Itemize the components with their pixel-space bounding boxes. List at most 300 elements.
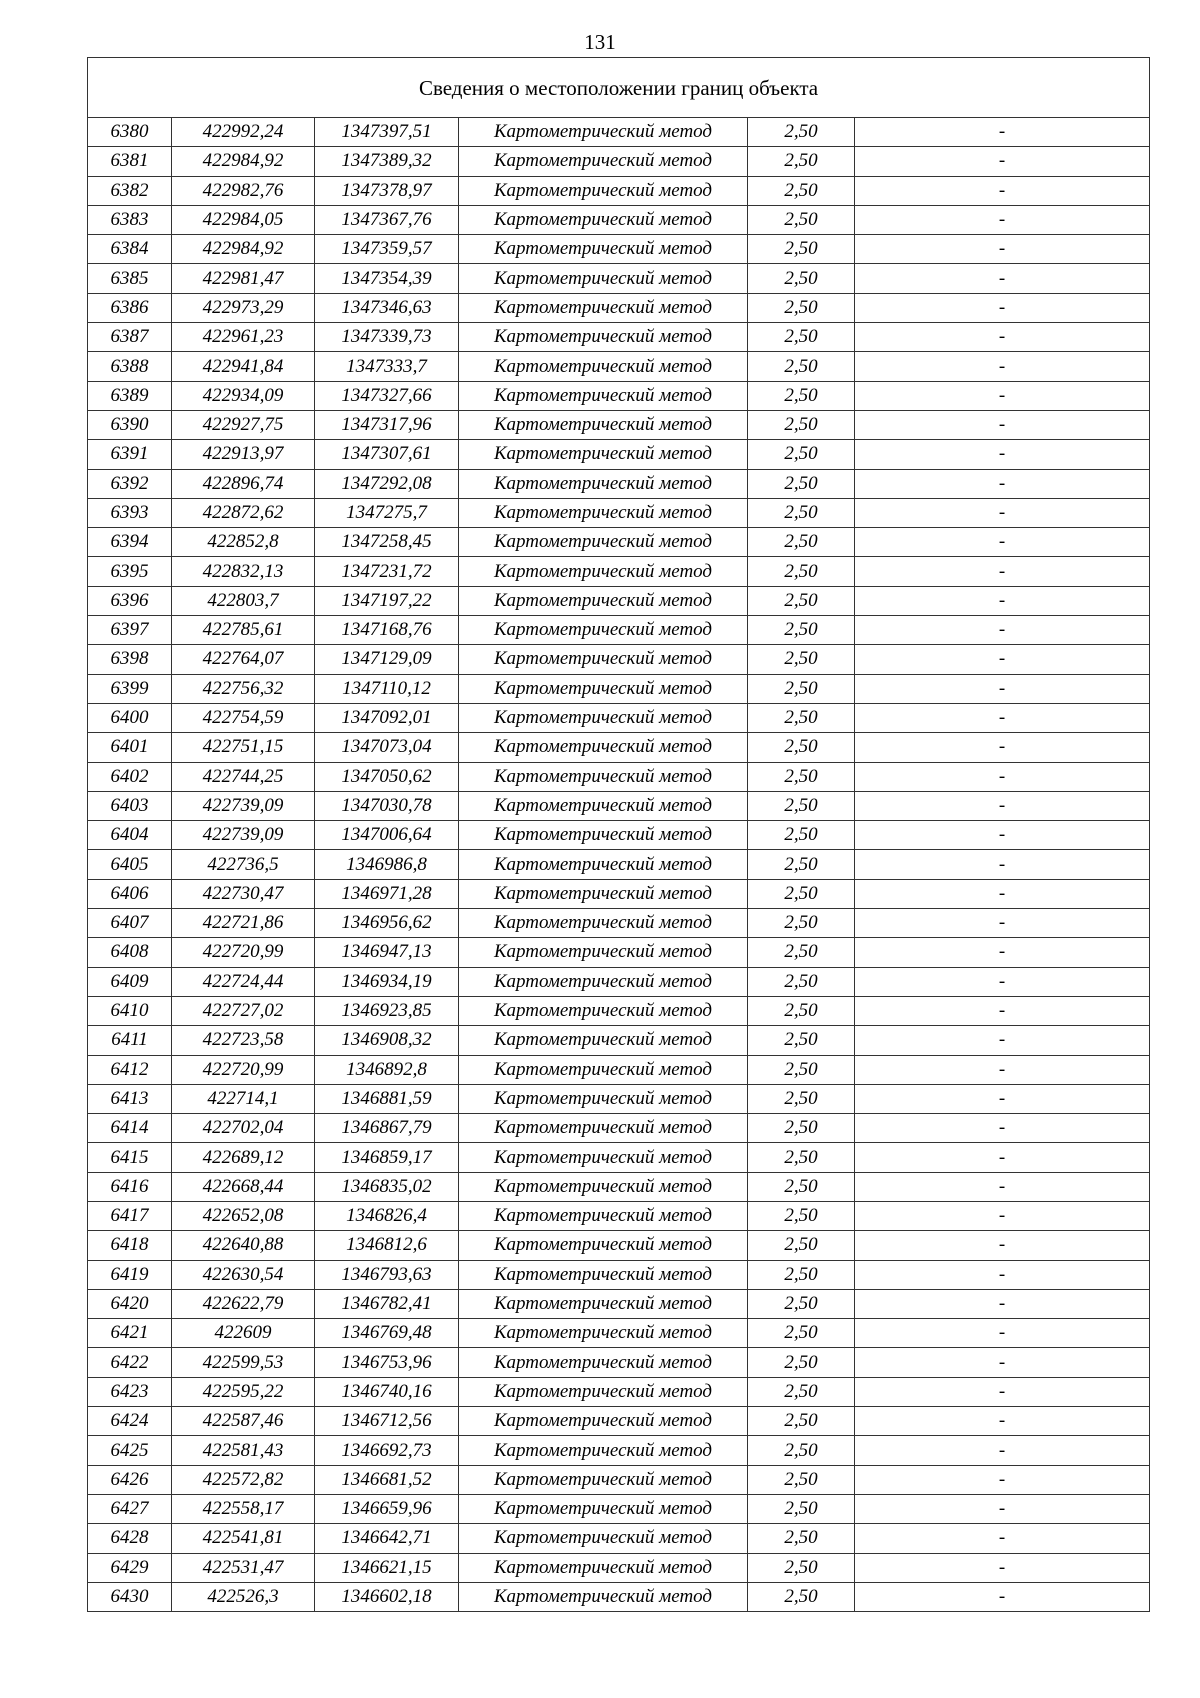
table-row [88,762,1150,791]
method-cell: Картометрический метод [459,498,748,527]
description-cell: - [855,1494,1150,1523]
table-row [88,1407,1150,1436]
x-coordinate-cell: 422721,86 [172,909,315,938]
accuracy-cell: 2,50 [748,440,855,469]
accuracy-cell: 2,50 [748,967,855,996]
x-coordinate-cell: 422668,44 [172,1172,315,1201]
x-coordinate-cell: 422984,92 [172,235,315,264]
method-cell: Картометрический метод [459,821,748,850]
y-coordinate-cell: 1346621,15 [315,1553,459,1582]
table-row [88,1289,1150,1318]
point-number-cell: 6418 [88,1231,172,1260]
table-title: Сведения о местоположении границ объекта [88,58,1150,118]
point-number-cell: 6421 [88,1319,172,1348]
accuracy-cell: 2,50 [748,938,855,967]
x-coordinate-cell: 422531,47 [172,1553,315,1582]
y-coordinate-cell: 1346971,28 [315,879,459,908]
method-cell: Картометрический метод [459,1348,748,1377]
description-cell: - [855,1143,1150,1172]
point-number-cell: 6430 [88,1582,172,1611]
point-number-cell: 6386 [88,293,172,322]
y-coordinate-cell: 1346859,17 [315,1143,459,1172]
table-row [88,1201,1150,1230]
y-coordinate-cell: 1346826,4 [315,1201,459,1230]
table-row [88,176,1150,205]
method-cell: Картометрический метод [459,733,748,762]
description-cell: - [855,1407,1150,1436]
x-coordinate-cell: 422973,29 [172,293,315,322]
y-coordinate-cell: 1347231,72 [315,557,459,586]
method-cell: Картометрический метод [459,1172,748,1201]
description-cell: - [855,1055,1150,1084]
y-coordinate-cell: 1347317,96 [315,410,459,439]
description-cell: - [855,1026,1150,1055]
y-coordinate-cell: 1346956,62 [315,909,459,938]
accuracy-cell: 2,50 [748,1260,855,1289]
method-cell: Картометрический метод [459,1465,748,1494]
x-coordinate-cell: 422622,79 [172,1289,315,1318]
accuracy-cell: 2,50 [748,1377,855,1406]
point-number-cell: 6419 [88,1260,172,1289]
description-cell: - [855,440,1150,469]
method-cell: Картометрический метод [459,440,748,469]
description-cell: - [855,703,1150,732]
description-cell: - [855,528,1150,557]
table-row [88,118,1150,147]
point-number-cell: 6426 [88,1465,172,1494]
description-cell: - [855,1201,1150,1230]
description-cell: - [855,498,1150,527]
method-cell: Картометрический метод [459,1260,748,1289]
x-coordinate-cell: 422984,92 [172,147,315,176]
table-row [88,469,1150,498]
point-number-cell: 6427 [88,1494,172,1523]
description-cell: - [855,1231,1150,1260]
y-coordinate-cell: 1346793,63 [315,1260,459,1289]
y-coordinate-cell: 1347030,78 [315,791,459,820]
method-cell: Картометрический метод [459,235,748,264]
accuracy-cell: 2,50 [748,323,855,352]
accuracy-cell: 2,50 [748,528,855,557]
method-cell: Картометрический метод [459,205,748,234]
point-number-cell: 6428 [88,1524,172,1553]
point-number-cell: 6388 [88,352,172,381]
description-cell: - [855,645,1150,674]
accuracy-cell: 2,50 [748,410,855,439]
description-cell: - [855,1582,1150,1611]
table-title-row [88,58,1150,118]
table-row [88,1524,1150,1553]
accuracy-cell: 2,50 [748,996,855,1025]
accuracy-cell: 2,50 [748,733,855,762]
accuracy-cell: 2,50 [748,1172,855,1201]
method-cell: Картометрический метод [459,147,748,176]
table-row [88,235,1150,264]
point-number-cell: 6411 [88,1026,172,1055]
method-cell: Картометрический метод [459,1319,748,1348]
accuracy-cell: 2,50 [748,1348,855,1377]
description-cell: - [855,1348,1150,1377]
y-coordinate-cell: 1347367,76 [315,205,459,234]
table-row [88,147,1150,176]
accuracy-cell: 2,50 [748,118,855,147]
method-cell: Картометрический метод [459,1436,748,1465]
accuracy-cell: 2,50 [748,791,855,820]
x-coordinate-cell: 422720,99 [172,938,315,967]
table-row [88,938,1150,967]
table-row [88,1465,1150,1494]
table-row [88,323,1150,352]
description-cell: - [855,352,1150,381]
method-cell: Картометрический метод [459,293,748,322]
point-number-cell: 6417 [88,1201,172,1230]
description-cell: - [855,410,1150,439]
accuracy-cell: 2,50 [748,264,855,293]
x-coordinate-cell: 422595,22 [172,1377,315,1406]
x-coordinate-cell: 422764,07 [172,645,315,674]
y-coordinate-cell: 1346892,8 [315,1055,459,1084]
x-coordinate-cell: 422689,12 [172,1143,315,1172]
method-cell: Картометрический метод [459,1026,748,1055]
point-number-cell: 6394 [88,528,172,557]
point-number-cell: 6395 [88,557,172,586]
accuracy-cell: 2,50 [748,147,855,176]
point-number-cell: 6383 [88,205,172,234]
x-coordinate-cell: 422572,82 [172,1465,315,1494]
method-cell: Картометрический метод [459,381,748,410]
y-coordinate-cell: 1347339,73 [315,323,459,352]
table-row [88,1377,1150,1406]
y-coordinate-cell: 1347129,09 [315,645,459,674]
point-number-cell: 6422 [88,1348,172,1377]
method-cell: Картометрический метод [459,703,748,732]
x-coordinate-cell: 422803,7 [172,586,315,615]
y-coordinate-cell: 1346986,8 [315,850,459,879]
table-row [88,1494,1150,1523]
accuracy-cell: 2,50 [748,1494,855,1523]
point-number-cell: 6380 [88,118,172,147]
y-coordinate-cell: 1347327,66 [315,381,459,410]
description-cell: - [855,557,1150,586]
description-cell: - [855,733,1150,762]
method-cell: Картометрический метод [459,352,748,381]
table-row [88,1582,1150,1611]
x-coordinate-cell: 422640,88 [172,1231,315,1260]
y-coordinate-cell: 1346934,19 [315,967,459,996]
y-coordinate-cell: 1347354,39 [315,264,459,293]
y-coordinate-cell: 1347397,51 [315,118,459,147]
accuracy-cell: 2,50 [748,616,855,645]
accuracy-cell: 2,50 [748,1084,855,1113]
y-coordinate-cell: 1346712,56 [315,1407,459,1436]
x-coordinate-cell: 422587,46 [172,1407,315,1436]
table-row [88,586,1150,615]
x-coordinate-cell: 422714,1 [172,1084,315,1113]
x-coordinate-cell: 422599,53 [172,1348,315,1377]
accuracy-cell: 2,50 [748,1524,855,1553]
x-coordinate-cell: 422754,59 [172,703,315,732]
description-cell: - [855,909,1150,938]
y-coordinate-cell: 1346947,13 [315,938,459,967]
y-coordinate-cell: 1347168,76 [315,616,459,645]
y-coordinate-cell: 1346659,96 [315,1494,459,1523]
description-cell: - [855,1172,1150,1201]
description-cell: - [855,1319,1150,1348]
method-cell: Картометрический метод [459,1377,748,1406]
point-number-cell: 6397 [88,616,172,645]
x-coordinate-cell: 422756,32 [172,674,315,703]
boundary-table-container [87,57,1149,1612]
y-coordinate-cell: 1346740,16 [315,1377,459,1406]
description-cell: - [855,821,1150,850]
accuracy-cell: 2,50 [748,1407,855,1436]
method-cell: Картометрический метод [459,1231,748,1260]
x-coordinate-cell: 422981,47 [172,264,315,293]
y-coordinate-cell: 1347006,64 [315,821,459,850]
description-cell: - [855,1084,1150,1113]
method-cell: Картометрический метод [459,264,748,293]
method-cell: Картометрический метод [459,528,748,557]
boundary-coordinates-table [87,57,1150,1612]
x-coordinate-cell: 422723,58 [172,1026,315,1055]
point-number-cell: 6410 [88,996,172,1025]
description-cell: - [855,586,1150,615]
x-coordinate-cell: 422720,99 [172,1055,315,1084]
x-coordinate-cell: 422730,47 [172,879,315,908]
table-row [88,1026,1150,1055]
point-number-cell: 6402 [88,762,172,791]
method-cell: Картометрический метод [459,1553,748,1582]
method-cell: Картометрический метод [459,1524,748,1553]
description-cell: - [855,293,1150,322]
method-cell: Картометрический метод [459,645,748,674]
accuracy-cell: 2,50 [748,1026,855,1055]
method-cell: Картометрический метод [459,1289,748,1318]
x-coordinate-cell: 422724,44 [172,967,315,996]
accuracy-cell: 2,50 [748,1231,855,1260]
method-cell: Картометрический метод [459,1055,748,1084]
description-cell: - [855,1114,1150,1143]
accuracy-cell: 2,50 [748,235,855,264]
table-row [88,1055,1150,1084]
accuracy-cell: 2,50 [748,645,855,674]
x-coordinate-cell: 422832,13 [172,557,315,586]
y-coordinate-cell: 1347275,7 [315,498,459,527]
table-row [88,205,1150,234]
x-coordinate-cell: 422941,84 [172,352,315,381]
table-row [88,1553,1150,1582]
point-number-cell: 6415 [88,1143,172,1172]
description-cell: - [855,1553,1150,1582]
table-row [88,381,1150,410]
description-cell: - [855,1465,1150,1494]
method-cell: Картометрический метод [459,909,748,938]
point-number-cell: 6391 [88,440,172,469]
y-coordinate-cell: 1347092,01 [315,703,459,732]
y-coordinate-cell: 1347346,63 [315,293,459,322]
description-cell: - [855,850,1150,879]
accuracy-cell: 2,50 [748,1465,855,1494]
point-number-cell: 6423 [88,1377,172,1406]
x-coordinate-cell: 422934,09 [172,381,315,410]
y-coordinate-cell: 1346782,41 [315,1289,459,1318]
description-cell: - [855,264,1150,293]
x-coordinate-cell: 422913,97 [172,440,315,469]
x-coordinate-cell: 422581,43 [172,1436,315,1465]
table-row [88,733,1150,762]
x-coordinate-cell: 422739,09 [172,791,315,820]
x-coordinate-cell: 422609 [172,1319,315,1348]
y-coordinate-cell: 1346681,52 [315,1465,459,1494]
accuracy-cell: 2,50 [748,1201,855,1230]
point-number-cell: 6393 [88,498,172,527]
table-row [88,1436,1150,1465]
table-row [88,440,1150,469]
method-cell: Картометрический метод [459,1084,748,1113]
y-coordinate-cell: 1346602,18 [315,1582,459,1611]
accuracy-cell: 2,50 [748,1319,855,1348]
description-cell: - [855,323,1150,352]
point-number-cell: 6399 [88,674,172,703]
point-number-cell: 6413 [88,1084,172,1113]
method-cell: Картометрический метод [459,996,748,1025]
point-number-cell: 6416 [88,1172,172,1201]
x-coordinate-cell: 422630,54 [172,1260,315,1289]
table-row [88,703,1150,732]
x-coordinate-cell: 422702,04 [172,1114,315,1143]
table-row [88,674,1150,703]
description-cell: - [855,1436,1150,1465]
accuracy-cell: 2,50 [748,498,855,527]
description-cell: - [855,1289,1150,1318]
accuracy-cell: 2,50 [748,762,855,791]
accuracy-cell: 2,50 [748,1582,855,1611]
table-row [88,1231,1150,1260]
x-coordinate-cell: 422736,5 [172,850,315,879]
table-row [88,791,1150,820]
accuracy-cell: 2,50 [748,176,855,205]
accuracy-cell: 2,50 [748,469,855,498]
y-coordinate-cell: 1346692,73 [315,1436,459,1465]
accuracy-cell: 2,50 [748,1114,855,1143]
table-row [88,1143,1150,1172]
x-coordinate-cell: 422852,8 [172,528,315,557]
point-number-cell: 6389 [88,381,172,410]
x-coordinate-cell: 422984,05 [172,205,315,234]
description-cell: - [855,879,1150,908]
accuracy-cell: 2,50 [748,1289,855,1318]
x-coordinate-cell: 422992,24 [172,118,315,147]
table-row [88,1114,1150,1143]
method-cell: Картометрический метод [459,1407,748,1436]
accuracy-cell: 2,50 [748,1055,855,1084]
point-number-cell: 6405 [88,850,172,879]
y-coordinate-cell: 1347333,7 [315,352,459,381]
point-number-cell: 6414 [88,1114,172,1143]
table-row [88,528,1150,557]
x-coordinate-cell: 422526,3 [172,1582,315,1611]
x-coordinate-cell: 422744,25 [172,762,315,791]
x-coordinate-cell: 422896,74 [172,469,315,498]
y-coordinate-cell: 1347307,61 [315,440,459,469]
method-cell: Картометрический метод [459,323,748,352]
accuracy-cell: 2,50 [748,879,855,908]
accuracy-cell: 2,50 [748,909,855,938]
accuracy-cell: 2,50 [748,1143,855,1172]
description-cell: - [855,176,1150,205]
point-number-cell: 6420 [88,1289,172,1318]
description-cell: - [855,762,1150,791]
method-cell: Картометрический метод [459,879,748,908]
description-cell: - [855,996,1150,1025]
accuracy-cell: 2,50 [748,674,855,703]
table-row [88,1348,1150,1377]
point-number-cell: 6401 [88,733,172,762]
point-number-cell: 6404 [88,821,172,850]
table-row [88,264,1150,293]
method-cell: Картометрический метод [459,118,748,147]
y-coordinate-cell: 1346753,96 [315,1348,459,1377]
description-cell: - [855,791,1150,820]
accuracy-cell: 2,50 [748,1553,855,1582]
point-number-cell: 6403 [88,791,172,820]
point-number-cell: 6390 [88,410,172,439]
method-cell: Картометрический метод [459,586,748,615]
y-coordinate-cell: 1346867,79 [315,1114,459,1143]
table-row [88,410,1150,439]
x-coordinate-cell: 422961,23 [172,323,315,352]
table-row [88,821,1150,850]
description-cell: - [855,118,1150,147]
method-cell: Картометрический метод [459,469,748,498]
y-coordinate-cell: 1346923,85 [315,996,459,1025]
description-cell: - [855,1524,1150,1553]
method-cell: Картометрический метод [459,557,748,586]
x-coordinate-cell: 422541,81 [172,1524,315,1553]
point-number-cell: 6425 [88,1436,172,1465]
table-row [88,879,1150,908]
point-number-cell: 6385 [88,264,172,293]
accuracy-cell: 2,50 [748,352,855,381]
y-coordinate-cell: 1347258,45 [315,528,459,557]
point-number-cell: 6409 [88,967,172,996]
point-number-cell: 6406 [88,879,172,908]
table-row [88,909,1150,938]
x-coordinate-cell: 422727,02 [172,996,315,1025]
point-number-cell: 6400 [88,703,172,732]
table-body [88,118,1150,1612]
y-coordinate-cell: 1346812,6 [315,1231,459,1260]
table-row [88,616,1150,645]
table-row [88,967,1150,996]
method-cell: Картометрический метод [459,410,748,439]
description-cell: - [855,235,1150,264]
description-cell: - [855,1377,1150,1406]
table-row [88,498,1150,527]
table-row [88,1084,1150,1113]
y-coordinate-cell: 1346881,59 [315,1084,459,1113]
page-number: 131 [584,30,616,54]
point-number-cell: 6381 [88,147,172,176]
y-coordinate-cell: 1347359,57 [315,235,459,264]
method-cell: Картометрический метод [459,674,748,703]
point-number-cell: 6384 [88,235,172,264]
accuracy-cell: 2,50 [748,293,855,322]
method-cell: Картометрический метод [459,1494,748,1523]
point-number-cell: 6412 [88,1055,172,1084]
description-cell: - [855,967,1150,996]
y-coordinate-cell: 1347073,04 [315,733,459,762]
